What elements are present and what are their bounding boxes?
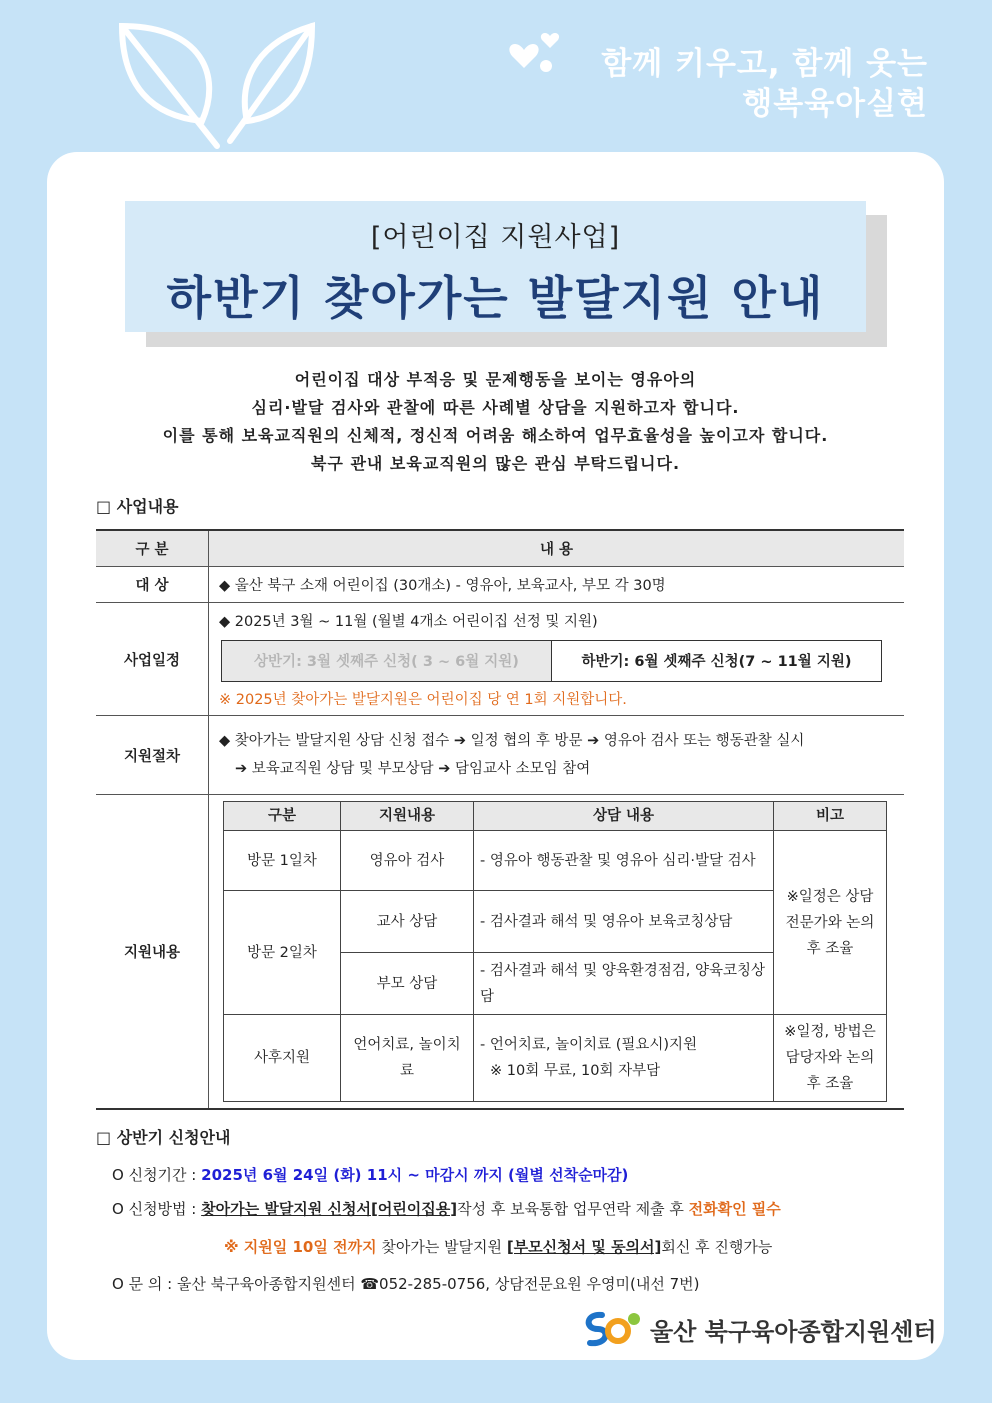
visit1-kind: 영유아 검사 bbox=[341, 831, 474, 891]
table-header-row bbox=[96, 530, 904, 567]
apply-contact-label: O 문 의 : bbox=[112, 1275, 173, 1293]
row-label-support: 지원내용 bbox=[96, 795, 209, 1110]
row-label-procedure: 지원절차 bbox=[96, 716, 209, 795]
apply-contact bbox=[112, 1273, 700, 1294]
visit2a-kind: 교사 상담 bbox=[341, 891, 474, 953]
apply-contact-value: 울산 북구육아종합지원센터 ☎052-285-0756, 상담전문요원 우영미(내선 7번) bbox=[176, 1275, 700, 1293]
center-logo-icon bbox=[580, 1309, 642, 1349]
support-header-kind: 지원내용 bbox=[341, 802, 474, 831]
apply-period bbox=[112, 1164, 628, 1185]
business-table bbox=[96, 529, 904, 1110]
apply-method-form: 찾아가는 발달지원 신청서[어린이집용] bbox=[201, 1200, 458, 1218]
hearts-icon bbox=[506, 30, 566, 80]
support-row bbox=[224, 1015, 887, 1102]
after-desc bbox=[474, 1015, 774, 1102]
row-procedure bbox=[209, 716, 905, 795]
header-category: 구 분 bbox=[96, 530, 209, 567]
title-box bbox=[125, 201, 866, 332]
schedule-box bbox=[221, 640, 882, 682]
support-row bbox=[224, 831, 887, 891]
apply-note-end: 회신 후 진행가능 bbox=[661, 1238, 773, 1256]
apply-method-mid: 작성 후 보육통합 업무연락 제출 후 bbox=[457, 1200, 684, 1218]
slogan bbox=[601, 44, 928, 124]
row-label-target: 대 상 bbox=[96, 567, 209, 603]
header-content: 내 용 bbox=[209, 530, 905, 567]
apply-method bbox=[112, 1198, 781, 1219]
visit2b-kind: 부모 상담 bbox=[341, 953, 474, 1015]
apply-method-label: O 신청방법 : bbox=[112, 1200, 197, 1218]
intro-line: 심리·발달 검사와 관찰에 따른 사례별 상담을 지원하고자 합니다. bbox=[251, 398, 740, 417]
intro-line: 어린이집 대상 부적응 및 문제행동을 보이는 영유아의 bbox=[294, 370, 697, 389]
table-row bbox=[96, 603, 904, 716]
schedule-first-half: 상반기: 3월 셋째주 신청( 3 ~ 6월 지원) bbox=[222, 641, 552, 681]
support-note1: ※일정은 상담전문가와 논의 후 조율 bbox=[774, 831, 887, 1015]
schedule-second-half: 하반기: 6월 셋째주 신청(7 ~ 11월 지원) bbox=[581, 654, 852, 670]
apply-method-must: 전화확인 필수 bbox=[688, 1200, 781, 1218]
section-heading-business: □ 사업내용 bbox=[96, 497, 179, 516]
apply-note-form: [부모신청서 및 동의서] bbox=[506, 1238, 662, 1256]
center-logo bbox=[580, 1309, 937, 1349]
intro-line: 이를 통해 보육교직원의 신체적, 정신적 어려움 해소하여 업무효율성을 높이고자 합니다. bbox=[162, 426, 829, 445]
table-row bbox=[96, 716, 904, 795]
support-table bbox=[223, 801, 887, 1102]
row-support bbox=[209, 795, 905, 1110]
schedule-text: ◆ 2025년 3월 ~ 11월 (월별 4개소 어린이집 선정 및 지원) bbox=[219, 613, 598, 630]
procedure-line1: ◆ 찾아가는 발달지원 상담 신청 접수 ➔ 일정 협의 후 방문 ➔ 영유아 검사 또는 행동관찰 실시 bbox=[219, 733, 805, 749]
apply-period-label: O 신청기간 : bbox=[112, 1166, 197, 1184]
support-note2: ※일정, 방법은 담당자와 논의 후 조율 bbox=[774, 1015, 887, 1102]
procedure-line2: ➔ 보육교직원 상담 및 부모상담 ➔ 담임교사 소모임 참여 bbox=[235, 761, 591, 777]
slogan-line2: 행복육아실현 bbox=[742, 86, 928, 122]
visit2b-desc: - 검사결과 해석 및 양육환경점검, 양육코칭상담 bbox=[474, 953, 774, 1015]
after-desc-line1: - 언어치료, 놀이치료 (필요시)지원 bbox=[480, 1037, 698, 1053]
center-logo-text: 울산 북구육아종합지원센터 bbox=[650, 1317, 937, 1346]
row-label-schedule: 사업일정 bbox=[96, 603, 209, 716]
apply-note-deadline: ※ 지원일 10일 전까지 bbox=[224, 1238, 377, 1256]
after-kind: 언어치료, 놀이치료 bbox=[341, 1015, 474, 1102]
section-heading-apply: □ 상반기 신청안내 bbox=[96, 1128, 231, 1147]
support-header-category: 구분 bbox=[224, 802, 341, 831]
after-desc-line2: ※ 10회 무료, 10회 자부담 bbox=[490, 1063, 661, 1079]
leaf-decoration-icon bbox=[112, 16, 342, 151]
table-row bbox=[96, 567, 904, 603]
visit1-label: 방문 1일차 bbox=[224, 831, 341, 891]
support-header-desc: 상담 내용 bbox=[474, 802, 774, 831]
slogan-line1: 함께 키우고, 함께 웃는 bbox=[601, 46, 928, 82]
page-title: 하반기 찾아가는 발달지원 안내 bbox=[166, 271, 825, 325]
apply-period-value: 2025년 6월 24일 (화) 11시 ~ 마감시 까지 (월별 선착순마감) bbox=[201, 1166, 629, 1184]
after-label: 사후지원 bbox=[224, 1015, 341, 1102]
intro-text bbox=[47, 366, 944, 478]
visit2-label: 방문 2일차 bbox=[224, 891, 341, 1015]
support-header-row bbox=[224, 802, 887, 831]
apply-note bbox=[224, 1236, 772, 1257]
title-subheading: [어린이집 지원사업] bbox=[370, 222, 621, 253]
row-schedule bbox=[209, 603, 905, 716]
row-target-text: ◆ 울산 북구 소재 어린이집 (30개소) - 영유아, 보육교사, 부모 각 30명 bbox=[209, 567, 905, 603]
visit2a-desc: - 검사결과 해석 및 영유아 보육코칭상담 bbox=[474, 891, 774, 953]
apply-note-mid: 찾아가는 발달지원 bbox=[381, 1238, 503, 1256]
schedule-note: ※ 2025년 찾아가는 발달지원은 어린이집 당 연 1회 지원합니다. bbox=[219, 691, 627, 708]
intro-line: 북구 관내 보육교직원의 많은 관심 부탁드립니다. bbox=[310, 454, 681, 473]
support-header-note: 비고 bbox=[774, 802, 887, 831]
visit1-desc: - 영유아 행동관찰 및 영유아 심리·발달 검사 bbox=[474, 831, 774, 891]
table-row bbox=[96, 795, 904, 1110]
